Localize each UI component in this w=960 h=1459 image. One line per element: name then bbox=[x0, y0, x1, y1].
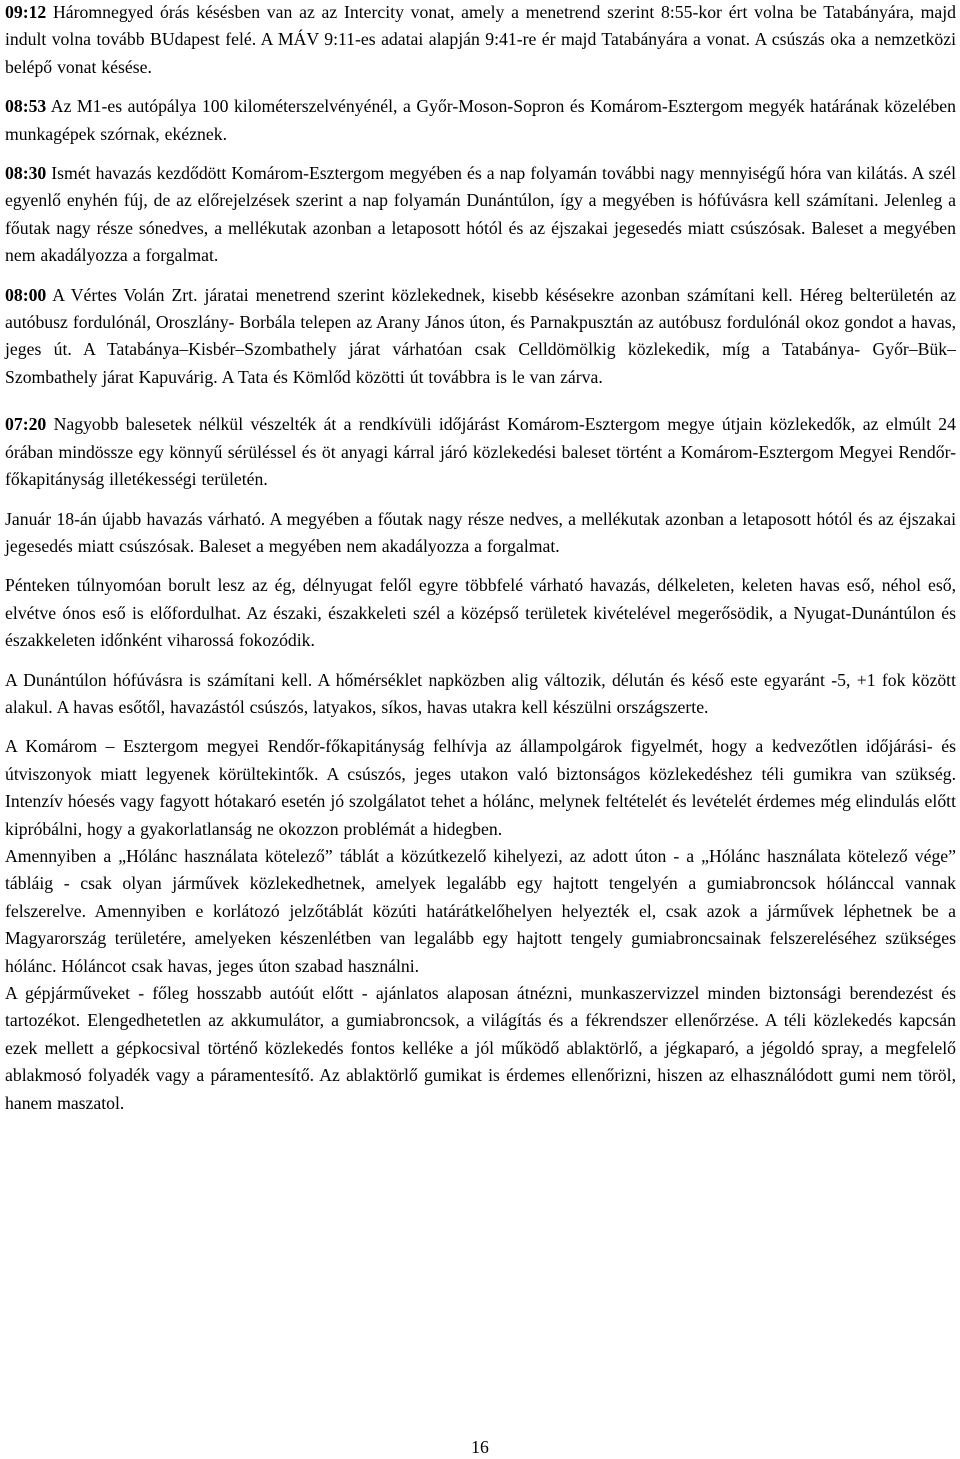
paragraph-vehicle-check: A gépjárműveket - főleg hosszabb autóút előtt - ajánlatos alaposan átnézni, munkaszervizzel minden biztonsági berendezést és tartozékot. Elengedhetetlen az akkumulátor, a gumiabroncsok, a világítás és a fékrendszer ellenőrzése. A téli közlekedés kapcsán ezek mellett a gépkocsival történő közlekedés fontos kelléke a jól működő ablaktörlő, a jégkaparó, a jégoldó spray, a megfelelő ablakmosó folyadék vagy a páramentesítő. Az ablaktörlő gumikat is érdemes ellenőrizni, hiszen az elhasználódott gumi nem töröl, hanem maszatol. bbox=[5, 983, 956, 1113]
paragraph-snowdrift: A Dunántúlon hófúvásra is számítani kell. A hőmérséklet napközben alig változik, délután és késő este egyaránt -5, +1 fok között alakul. A havas esőtől, havazástól csúszós, latyakos, síkos, havas utakra kell készülni országszerte. bbox=[5, 669, 956, 717]
news-entry-0800 bbox=[5, 282, 956, 392]
entry-time: 09:12 bbox=[5, 2, 47, 22]
news-entry-0853 bbox=[5, 93, 956, 148]
paragraph-police-notice: A Komárom – Esztergom megyei Rendőr-főkapitányság felhívja az állampolgárok figyelmét, hogy a kedvezőtlen időjárási- és útviszonyok miatt legyenek körültekintők. A csúszós, jeges utakon való biztonságos közlekedéshez téli gumikra van szükség. Intenzív hóesés vagy fagyott hótakaró esetén jó szolgálatot tehet a hólánc, melynek feltételét és levételét érdemes még elindulás előtt kipróbálni, hogy a gyakorlatlanság ne okozzon problémát a hidegben. bbox=[5, 736, 956, 839]
news-entry-0720 bbox=[5, 411, 956, 493]
paragraph-snow-forecast: Január 18-án újabb havazás várható. A megyében a főutak nagy része nedves, a mellékutak azonban a letaposott hótól és az éjszakai jegesedés miatt csúszósak. Baleset a megyében nem akadályozza a forgalmat. bbox=[5, 508, 956, 556]
entry-time: 08:00 bbox=[5, 284, 47, 305]
entry-text: Nagyobb balesetek nélkül vészelték át a rendkívüli időjárást Komárom-Esztergom megye útjain közlekedők, az elmúlt 24 órában mindössze egy könnyű sérüléssel és öt anyagi kárral járó közlekedési baleset történt a Komárom-Esztergom Megyei Rendőr-főkapitányság illetékességi területén. bbox=[5, 414, 956, 490]
entry-text: Ismét havazás kezdődött Komárom-Esztergom megyében és a nap folyamán további nagy mennyiségű hóra van kilátás. A szél egyenlő enyhén fúj, de az előrejelzések szerint a nap folyamán Dunántúlon, így a megyében is hófúvásra kell számítani. Jelenleg a főutak nagy része sónedves, a mellékutak azonban a letaposott hótól és az éjszakai jegesedés miatt csúszósak. Baleset a megyében nem akadályozza a forgalmat. bbox=[5, 163, 956, 266]
page-number: 16 bbox=[471, 1437, 489, 1457]
news-entry-0830 bbox=[5, 160, 956, 270]
entry-text: Az M1-es autópálya 100 kilométerszelvényénél, a Győr-Moson-Sopron és Komárom-Esztergom megyék határának közelében munkagépek szórnak, ekéznek. bbox=[5, 96, 956, 144]
paragraph-friday-weather: Pénteken túlnyomóan borult lesz az ég, délnyugat felől egyre többfelé várható havazás, délkeleten, keleten havas eső, néhol eső, elvétve ónos eső is előfordulhat. Az északi, északkeleti szél a középső területek kivételével megerősödik, a Nyugat-Dunántúlon és északkeleten időnként viharossá fokozódik. bbox=[5, 575, 956, 651]
paragraph-snow-chain: Amennyiben a „Hólánc használata kötelező” táblát a közútkezelő kihelyezi, az adott úton - a „Hólánc használata kötelező vége” tábláig - csak olyan járművek közlekedhetnek, amelyek legalább egy hajtott tengelyén a gumiabroncsok hólánccal vannak felszerelve. Amennyiben e korlátozó jelzőtáblát közúti határátkelőhelyen helyezték el, csak azok a járművek léphetnek be a Magyarország területére, amelyeken készenlétben van legalább egy hajtott tengely gumiabroncsainak felszereléséhez szükséges hólánc. Hóláncot csak havas, jeges úton szabad használni. bbox=[5, 845, 956, 976]
news-entry-0912 bbox=[5, 0, 956, 81]
entry-text: A Vértes Volán Zrt. járatai menetrend szerint közlekednek, kisebb késésekre azonban számítani kell. Héreg belterületén az autóbusz fordulónál, Oroszlány- Borbála telepen az Arany János úton, és Parnakpusztán az autóbusz fordulónál okoz gondot a havas, jeges út. A Tatabánya–Kisbér–Szombathely járat várhatóan csak Celldömölkig közlekedik, míg a Tatabánya- Győr–Bük–Szombathely járat Kapuvárig. A Tata és Kömlőd közötti út továbbra is le van zárva. bbox=[5, 284, 956, 387]
document-page bbox=[5, 0, 956, 1117]
entry-text: Háromnegyed órás késésben van az az Intercity vonat, amely a menetrend szerint 8:55-kor ért volna be Tatabányára, majd indult volna tovább BUdapest felé. A MÁV 9:11-es adatai alapján 9:41-re ér majd Tatabányára a vonat. A csúszás oka a nemzetközi belépő vonat késése. bbox=[5, 2, 956, 77]
entry-time: 07:20 bbox=[5, 414, 47, 435]
entry-time: 08:53 bbox=[5, 96, 47, 117]
entry-time: 08:30 bbox=[5, 163, 47, 184]
